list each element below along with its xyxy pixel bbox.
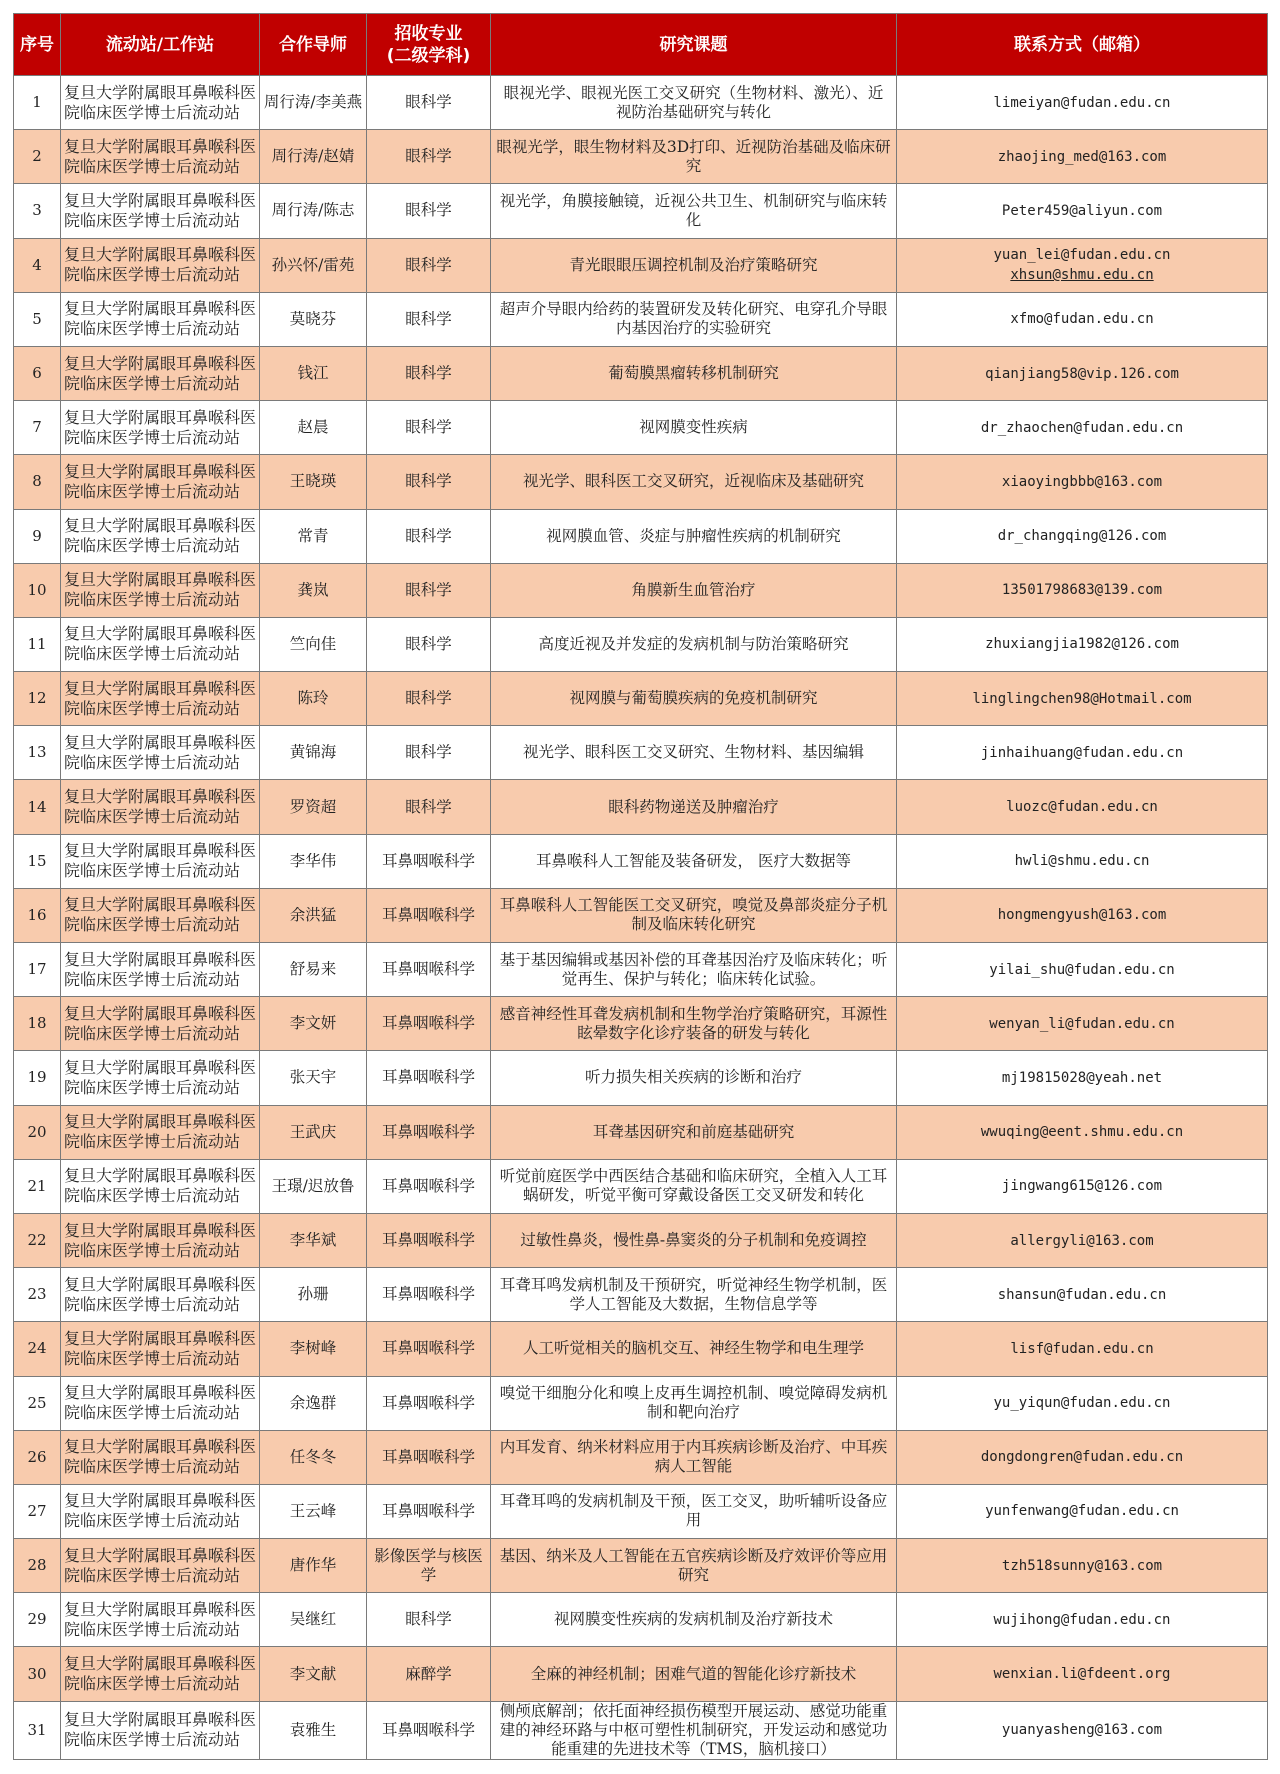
station-cell: 复旦大学附属眼耳鼻喉科医院临床医学博士后流动站 [61,130,260,184]
email-cell[interactable] [897,238,1268,292]
topic-cell: 内耳发育、纳米材料应用于内耳疾病诊断及治疗、中耳疾病人工智能 [491,1430,897,1484]
major-cell: 眼科学 [367,455,491,509]
topic-cell: 角膜新生血管治疗 [491,563,897,617]
station-cell: 复旦大学附属眼耳鼻喉科医院临床医学博士后流动站 [61,1105,260,1159]
email-cell[interactable]: linglingchen98@Hotmail.com [897,672,1268,726]
table-row [14,130,1268,184]
mentor-cell: 陈玲 [260,672,367,726]
mentor-cell: 李华伟 [260,834,367,888]
email-cell[interactable]: yu_yiqun@fudan.edu.cn [897,1376,1268,1430]
seq-cell: 28 [14,1539,61,1593]
header-mentor: 合作导师 [260,14,367,76]
station-cell: 复旦大学附属眼耳鼻喉科医院临床医学博士后流动站 [61,1268,260,1322]
email-cell[interactable]: yuanyasheng@163.com [897,1701,1268,1759]
major-cell: 眼科学 [367,130,491,184]
seq-cell: 20 [14,1105,61,1159]
table-row [14,1213,1268,1267]
mentor-cell: 李华斌 [260,1213,367,1267]
table-row [14,1647,1268,1701]
table-row [14,726,1268,780]
email-cell[interactable]: dr_zhaochen@fudan.edu.cn [897,401,1268,455]
topic-cell: 视网膜变性疾病的发病机制及治疗新技术 [491,1593,897,1647]
major-cell: 眼科学 [367,672,491,726]
station-cell: 复旦大学附属眼耳鼻喉科医院临床医学博士后流动站 [61,1376,260,1430]
major-cell: 眼科学 [367,563,491,617]
mentor-cell: 黄锦海 [260,726,367,780]
postdoc-table-sheet [13,13,1268,1760]
table-row [14,672,1268,726]
major-cell: 耳鼻咽喉科学 [367,1430,491,1484]
seq-cell: 29 [14,1593,61,1647]
table-row [14,184,1268,238]
major-cell: 麻醉学 [367,1647,491,1701]
mentor-cell: 竺向佳 [260,617,367,671]
seq-cell: 15 [14,834,61,888]
mentor-cell: 余洪猛 [260,888,367,942]
table-row [14,1268,1268,1322]
seq-cell: 10 [14,563,61,617]
table-row [14,834,1268,888]
table-header-row [14,14,1268,76]
station-cell: 复旦大学附属眼耳鼻喉科医院临床医学博士后流动站 [61,184,260,238]
topic-cell: 视光学、眼科医工交叉研究、生物材料、基因编辑 [491,726,897,780]
station-cell: 复旦大学附属眼耳鼻喉科医院临床医学博士后流动站 [61,834,260,888]
email-cell[interactable]: Peter459@aliyun.com [897,184,1268,238]
major-cell: 眼科学 [367,509,491,563]
header-seq: 序号 [14,14,61,76]
email-cell[interactable]: zhaojing_med@163.com [897,130,1268,184]
major-cell: 眼科学 [367,76,491,130]
table-row [14,997,1268,1051]
major-cell: 眼科学 [367,780,491,834]
major-cell: 耳鼻咽喉科学 [367,1051,491,1105]
mentor-cell: 任冬冬 [260,1430,367,1484]
table-row [14,1376,1268,1430]
mentor-cell: 龚岚 [260,563,367,617]
topic-cell: 视光学、眼科医工交叉研究，近视临床及基础研究 [491,455,897,509]
seq-cell: 2 [14,130,61,184]
seq-cell: 30 [14,1647,61,1701]
mentor-cell: 张天宇 [260,1051,367,1105]
seq-cell: 24 [14,1322,61,1376]
mentor-cell: 吴继红 [260,1593,367,1647]
topic-cell: 耳鼻喉科人工智能及装备研发， 医疗大数据等 [491,834,897,888]
topic-cell: 听力损失相关疾病的诊断和治疗 [491,1051,897,1105]
email-primary[interactable]: yuan_lei@fudan.edu.cn [993,247,1171,264]
major-cell: 眼科学 [367,184,491,238]
mentor-cell: 王武庆 [260,1105,367,1159]
seq-cell: 21 [14,1159,61,1213]
seq-cell: 11 [14,617,61,671]
topic-cell: 视光学，角膜接触镜，近视公共卫生、机制研究与临床转化 [491,184,897,238]
mentor-cell: 李树峰 [260,1322,367,1376]
table-body [14,76,1268,1760]
topic-cell: 基因、纳米及人工智能在五官疾病诊断及疗效评价等应用研究 [491,1539,897,1593]
seq-cell: 25 [14,1376,61,1430]
major-cell: 耳鼻咽喉科学 [367,1268,491,1322]
table-row [14,76,1268,130]
station-cell: 复旦大学附属眼耳鼻喉科医院临床医学博士后流动站 [61,1539,260,1593]
station-cell: 复旦大学附属眼耳鼻喉科医院临床医学博士后流动站 [61,672,260,726]
mentor-cell: 赵晨 [260,401,367,455]
mentor-cell: 唐作华 [260,1539,367,1593]
topic-cell: 感音神经性耳聋发病机制和生物学治疗策略研究，耳源性眩晕数字化诊疗装备的研发与转化 [491,997,897,1051]
table-row [14,1051,1268,1105]
mentor-cell: 罗资超 [260,780,367,834]
table-row [14,401,1268,455]
header-station: 流动站/工作站 [61,14,260,76]
header-major-line1: 招收专业 [394,23,463,44]
station-cell: 复旦大学附属眼耳鼻喉科医院临床医学博士后流动站 [61,888,260,942]
major-cell: 耳鼻咽喉科学 [367,1322,491,1376]
seq-cell: 3 [14,184,61,238]
email-cell[interactable]: hongmengyush@163.com [897,888,1268,942]
topic-cell: 听觉前庭医学中西医结合基础和临床研究，全植入人工耳蜗研发，听觉平衡可穿戴设备医工交叉研发和转化 [491,1159,897,1213]
table-row [14,509,1268,563]
seq-cell: 23 [14,1268,61,1322]
major-cell: 眼科学 [367,292,491,346]
email-cell[interactable]: yunfenwang@fudan.edu.cn [897,1484,1268,1538]
topic-cell: 耳聋基因研究和前庭基础研究 [491,1105,897,1159]
seq-cell: 8 [14,455,61,509]
station-cell: 复旦大学附属眼耳鼻喉科医院临床医学博士后流动站 [61,401,260,455]
topic-cell: 视网膜变性疾病 [491,401,897,455]
email-cell[interactable]: wenxian.li@fdeent.org [897,1647,1268,1701]
mentor-cell: 莫晓芬 [260,292,367,346]
major-cell: 耳鼻咽喉科学 [367,834,491,888]
email-secondary[interactable]: xhsun@shmu.edu.cn [1010,267,1154,284]
major-cell: 耳鼻咽喉科学 [367,1484,491,1538]
table-row [14,617,1268,671]
mentor-cell: 舒易来 [260,943,367,997]
table-row [14,346,1268,400]
mentor-cell: 周行涛/赵婧 [260,130,367,184]
major-cell: 耳鼻咽喉科学 [367,888,491,942]
major-cell: 耳鼻咽喉科学 [367,943,491,997]
major-cell: 眼科学 [367,617,491,671]
email-cell[interactable]: lisf@fudan.edu.cn [897,1322,1268,1376]
mentor-cell: 袁雅生 [260,1701,367,1759]
major-cell: 眼科学 [367,726,491,780]
station-cell: 复旦大学附属眼耳鼻喉科医院临床医学博士后流动站 [61,726,260,780]
email-cell[interactable]: luozc@fudan.edu.cn [897,780,1268,834]
header-email: 联系方式（邮箱） [897,14,1268,76]
mentor-cell: 常青 [260,509,367,563]
email-cell[interactable]: dr_changqing@126.com [897,509,1268,563]
table-row [14,1159,1268,1213]
seq-cell: 31 [14,1701,61,1759]
table-row [14,292,1268,346]
station-cell: 复旦大学附属眼耳鼻喉科医院临床医学博士后流动站 [61,1322,260,1376]
seq-cell: 7 [14,401,61,455]
major-cell: 眼科学 [367,238,491,292]
station-cell: 复旦大学附属眼耳鼻喉科医院临床医学博士后流动站 [61,943,260,997]
table-row [14,1105,1268,1159]
table-row [14,455,1268,509]
station-cell: 复旦大学附属眼耳鼻喉科医院临床医学博士后流动站 [61,346,260,400]
seq-cell: 4 [14,238,61,292]
mentor-cell: 王晓瑛 [260,455,367,509]
table-row [14,1322,1268,1376]
station-cell: 复旦大学附属眼耳鼻喉科医院临床医学博士后流动站 [61,1647,260,1701]
email-cell[interactable]: wenyan_li@fudan.edu.cn [897,997,1268,1051]
seq-cell: 6 [14,346,61,400]
seq-cell: 22 [14,1213,61,1267]
mentor-cell: 李文妍 [260,997,367,1051]
email-cell[interactable]: qianjiang58@vip.126.com [897,346,1268,400]
station-cell: 复旦大学附属眼耳鼻喉科医院临床医学博士后流动站 [61,292,260,346]
table-row [14,1430,1268,1484]
major-cell: 眼科学 [367,1593,491,1647]
seq-cell: 17 [14,943,61,997]
station-cell: 复旦大学附属眼耳鼻喉科医院临床医学博士后流动站 [61,617,260,671]
email-cell[interactable]: 13501798683@139.com [897,563,1268,617]
topic-cell: 侧颅底解剖；依托面神经损伤模型开展运动、感觉功能重建的神经环路与中枢可塑性机制研究，开发运动和感觉功能重建的先进技术等（TMS，脑机接口） [491,1701,897,1759]
email-cell[interactable]: jingwang615@126.com [897,1159,1268,1213]
station-cell: 复旦大学附属眼耳鼻喉科医院临床医学博士后流动站 [61,1051,260,1105]
major-cell: 耳鼻咽喉科学 [367,1213,491,1267]
email-cell[interactable]: dongdongren@fudan.edu.cn [897,1430,1268,1484]
mentor-cell: 周行涛/陈志 [260,184,367,238]
mentor-cell: 周行涛/李美燕 [260,76,367,130]
topic-cell: 青光眼眼压调控机制及治疗策略研究 [491,238,897,292]
topic-cell: 基于基因编辑或基因补偿的耳聋基因治疗及临床转化；听觉再生、保护与转化；临床转化试验。 [491,943,897,997]
topic-cell: 葡萄膜黑瘤转移机制研究 [491,346,897,400]
email-cell[interactable]: hwli@shmu.edu.cn [897,834,1268,888]
email-cell[interactable]: allergyli@163.com [897,1213,1268,1267]
seq-cell: 14 [14,780,61,834]
station-cell: 复旦大学附属眼耳鼻喉科医院临床医学博士后流动站 [61,997,260,1051]
mentor-table [13,13,1268,1760]
station-cell: 复旦大学附属眼耳鼻喉科医院临床医学博士后流动站 [61,1159,260,1213]
mentor-cell: 孙珊 [260,1268,367,1322]
email-cell[interactable]: jinhaihuang@fudan.edu.cn [897,726,1268,780]
email-cell[interactable]: yilai_shu@fudan.edu.cn [897,943,1268,997]
topic-cell: 眼视光学、眼视光医工交叉研究（生物材料、激光）、近视防治基础研究与转化 [491,76,897,130]
header-major [367,14,491,76]
seq-cell: 27 [14,1484,61,1538]
seq-cell: 13 [14,726,61,780]
station-cell: 复旦大学附属眼耳鼻喉科医院临床医学博士后流动站 [61,238,260,292]
topic-cell: 耳聋耳鸣的发病机制及干预，医工交叉，助听辅听设备应用 [491,1484,897,1538]
email-cell[interactable]: zhuxiangjia1982@126.com [897,617,1268,671]
topic-cell: 超声介导眼内给药的装置研发及转化研究、电穿孔介导眼内基因治疗的实验研究 [491,292,897,346]
header-topic: 研究课题 [491,14,897,76]
mentor-cell: 余逸群 [260,1376,367,1430]
major-cell: 耳鼻咽喉科学 [367,1159,491,1213]
table-row [14,943,1268,997]
topic-cell: 耳鼻喉科人工智能医工交叉研究，嗅觉及鼻部炎症分子机制及临床转化研究 [491,888,897,942]
station-cell: 复旦大学附属眼耳鼻喉科医院临床医学博士后流动站 [61,76,260,130]
major-cell: 耳鼻咽喉科学 [367,1701,491,1759]
email-cell[interactable]: xfmo@fudan.edu.cn [897,292,1268,346]
seq-cell: 9 [14,509,61,563]
table-row [14,1701,1268,1759]
topic-cell: 过敏性鼻炎，慢性鼻-鼻窦炎的分子机制和免疫调控 [491,1213,897,1267]
topic-cell: 眼科药物递送及肿瘤治疗 [491,780,897,834]
topic-cell: 视网膜血管、炎症与肿瘤性疾病的机制研究 [491,509,897,563]
table-row [14,238,1268,292]
topic-cell: 眼视光学，眼生物材料及3D打印、近视防治基础及临床研究 [491,130,897,184]
station-cell: 复旦大学附属眼耳鼻喉科医院临床医学博士后流动站 [61,509,260,563]
seq-cell: 12 [14,672,61,726]
mentor-cell: 钱江 [260,346,367,400]
topic-cell: 耳聋耳鸣发病机制及干预研究，听觉神经生物学机制，医学人工智能及大数据，生物信息学等 [491,1268,897,1322]
seq-cell: 19 [14,1051,61,1105]
topic-cell: 视网膜与葡萄膜疾病的免疫机制研究 [491,672,897,726]
table-row [14,888,1268,942]
seq-cell: 26 [14,1430,61,1484]
email-cell[interactable]: wujihong@fudan.edu.cn [897,1593,1268,1647]
station-cell: 复旦大学附属眼耳鼻喉科医院临床医学博士后流动站 [61,780,260,834]
major-cell: 耳鼻咽喉科学 [367,997,491,1051]
major-cell: 耳鼻咽喉科学 [367,1105,491,1159]
station-cell: 复旦大学附属眼耳鼻喉科医院临床医学博士后流动站 [61,455,260,509]
topic-cell: 全麻的神经机制；困难气道的智能化诊疗新技术 [491,1647,897,1701]
station-cell: 复旦大学附属眼耳鼻喉科医院临床医学博士后流动站 [61,1701,260,1759]
email-cell[interactable]: shansun@fudan.edu.cn [897,1268,1268,1322]
table-row [14,1484,1268,1538]
station-cell: 复旦大学附属眼耳鼻喉科医院临床医学博士后流动站 [61,1213,260,1267]
station-cell: 复旦大学附属眼耳鼻喉科医院临床医学博士后流动站 [61,1484,260,1538]
table-row [14,1593,1268,1647]
seq-cell: 1 [14,76,61,130]
station-cell: 复旦大学附属眼耳鼻喉科医院临床医学博士后流动站 [61,1430,260,1484]
email-cell[interactable]: wwuqing@eent.shmu.edu.cn [897,1105,1268,1159]
email-cell[interactable]: mj19815028@yeah.net [897,1051,1268,1105]
seq-cell: 5 [14,292,61,346]
table-row [14,780,1268,834]
seq-cell: 18 [14,997,61,1051]
email-cell[interactable]: limeiyan@fudan.edu.cn [897,76,1268,130]
mentor-cell: 李文献 [260,1647,367,1701]
major-cell: 眼科学 [367,401,491,455]
email-cell[interactable]: tzh518sunny@163.com [897,1539,1268,1593]
seq-cell: 16 [14,888,61,942]
email-cell[interactable]: xiaoyingbbb@163.com [897,455,1268,509]
station-cell: 复旦大学附属眼耳鼻喉科医院临床医学博士后流动站 [61,1593,260,1647]
topic-cell: 嗅觉干细胞分化和嗅上皮再生调控机制、嗅觉障碍发病机制和靶向治疗 [491,1376,897,1430]
major-cell: 眼科学 [367,346,491,400]
major-cell: 耳鼻咽喉科学 [367,1376,491,1430]
mentor-cell: 王云峰 [260,1484,367,1538]
header-major-line2: (二级学科) [386,45,471,66]
mentor-cell: 王璟/迟放鲁 [260,1159,367,1213]
mentor-cell: 孙兴怀/雷苑 [260,238,367,292]
topic-cell: 高度近视及并发症的发病机制与防治策略研究 [491,617,897,671]
table-row [14,1539,1268,1593]
topic-cell: 人工听觉相关的脑机交互、神经生物学和电生理学 [491,1322,897,1376]
major-cell: 影像医学与核医学 [367,1539,491,1593]
station-cell: 复旦大学附属眼耳鼻喉科医院临床医学博士后流动站 [61,563,260,617]
table-row [14,563,1268,617]
